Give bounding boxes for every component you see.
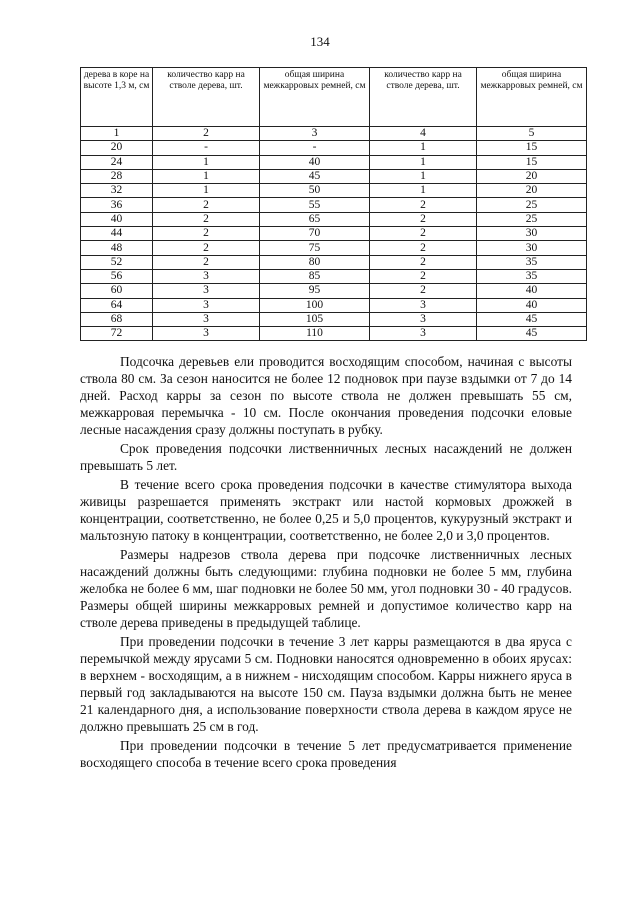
table-cell: 15	[477, 141, 587, 155]
table-row	[81, 312, 587, 326]
table-row	[81, 269, 587, 283]
table-header-row	[81, 68, 587, 127]
table-cell: 1	[370, 141, 477, 155]
paragraph: Срок проведения подсочки лиственничных лесных насаждений не должен превышать 5 лет.	[80, 441, 572, 473]
table-cell: 3	[153, 298, 260, 312]
table-cell: 15	[477, 155, 587, 169]
paragraph: В течение всего срока проведения подсочки в качестве стимулятора выхода живицы разрешается применять экстракт или настой кормовых дрожжей в концентрации, соответственно, не более 0,25 и 5,0 процентов, кукурузный экстракт и мальтозную патоку в концентрации, соответственно, не более 2,0 и 3,0 процентов.	[80, 477, 572, 543]
table-cell: 95	[260, 284, 370, 298]
table-cell: 2	[153, 227, 260, 241]
table-cell: 2	[370, 284, 477, 298]
table-cell: 45	[477, 327, 587, 341]
table-cell: 3	[153, 312, 260, 326]
table-cell: 52	[81, 255, 153, 269]
table-cell: 3	[370, 312, 477, 326]
table-cell: 2	[370, 227, 477, 241]
table-row	[81, 227, 587, 241]
table-cell: -	[260, 141, 370, 155]
table-cell: 25	[477, 198, 587, 212]
table-row	[81, 155, 587, 169]
table-cell: 32	[81, 184, 153, 198]
table-cell: 55	[260, 198, 370, 212]
table-cell: 2	[153, 127, 260, 141]
table-cell: 64	[81, 298, 153, 312]
table-row	[81, 298, 587, 312]
table-row	[81, 127, 587, 141]
table-cell: 50	[260, 184, 370, 198]
table-cell: 70	[260, 227, 370, 241]
table-cell: 40	[81, 212, 153, 226]
table-cell: 2	[153, 255, 260, 269]
table-cell: 40	[477, 298, 587, 312]
table-cell: 1	[370, 184, 477, 198]
table-cell: 1	[153, 155, 260, 169]
table-cell: 3	[153, 327, 260, 341]
table-cell: 1	[153, 169, 260, 183]
table-cell: 85	[260, 269, 370, 283]
table-row	[81, 284, 587, 298]
table-cell: 20	[477, 184, 587, 198]
table-cell: 4	[370, 127, 477, 141]
table	[80, 67, 587, 341]
paragraph: Размеры надрезов ствола дерева при подсочке лиственничных лесных насаждений должны быть следующими: глубина подновки не более 5 мм, глубина желобка не более 6 мм, шаг подновки не более 50 мм, угол подновки 30 - 40 градусов. Размеры общей ширины межкарровых ремней и допустимое количество карр на стволе дерева приведены в предыдущей таблице.	[80, 547, 572, 630]
table-row	[81, 241, 587, 255]
table-cell: 2	[370, 255, 477, 269]
table-cell: 30	[477, 241, 587, 255]
table-cell: 1	[370, 169, 477, 183]
table-cell: 3	[370, 327, 477, 341]
table-cell: 25	[477, 212, 587, 226]
table-cell: 1	[370, 155, 477, 169]
table-cell: 3	[370, 298, 477, 312]
table-cell: 2	[153, 198, 260, 212]
table-cell: 80	[260, 255, 370, 269]
table-cell: 60	[81, 284, 153, 298]
table-cell: 40	[260, 155, 370, 169]
table-row	[81, 184, 587, 198]
table-header-cell: общая ширина межкарровых ремней, см	[260, 68, 370, 127]
table-cell: 75	[260, 241, 370, 255]
table-cell: 1	[81, 127, 153, 141]
paragraph: Подсочка деревьев ели проводится восходящим способом, начиная с высоты ствола 80 см. За сезон наносится не более 12 подновок при паузе вздымки от 7 до 14 дней. Расход карры за сезон по высоте ствола не должен превышать 55 см, межкарровая перемычка - 10 см. После окончания проведения подсочки еловые лесные насаждения сразу должны поступать в рубку.	[80, 354, 572, 437]
table-cell: 40	[477, 284, 587, 298]
table-cell: 72	[81, 327, 153, 341]
table-header-cell: количество карр на стволе дерева, шт.	[370, 68, 477, 127]
table-cell: 1	[153, 184, 260, 198]
table-row	[81, 141, 587, 155]
table-cell: 30	[477, 227, 587, 241]
table-row	[81, 169, 587, 183]
table-cell: 36	[81, 198, 153, 212]
table-cell: 56	[81, 269, 153, 283]
table-header-cell: дерева в коре на высоте 1,3 м, см	[81, 68, 153, 127]
page-number: 134	[310, 34, 330, 49]
table-header-cell: общая ширина межкарровых ремней, см	[477, 68, 587, 127]
table-row	[81, 327, 587, 341]
table-body	[81, 127, 587, 341]
table-cell: 20	[81, 141, 153, 155]
table-cell: 44	[81, 227, 153, 241]
table-cell: 3	[153, 284, 260, 298]
table-cell: 45	[477, 312, 587, 326]
table-cell: 3	[153, 269, 260, 283]
table-cell: 24	[81, 155, 153, 169]
table-cell: -	[153, 141, 260, 155]
table-cell: 48	[81, 241, 153, 255]
table-cell: 35	[477, 255, 587, 269]
table-cell: 2	[153, 241, 260, 255]
table-cell: 2	[370, 212, 477, 226]
table-cell: 65	[260, 212, 370, 226]
table-row	[81, 198, 587, 212]
paragraph: При проведении подсочки в течение 3 лет карры размещаются в два яруса с перемычкой между ярусами 5 см. Подновки наносятся одновременно в обоих ярусах: в верхнем - восходящим, а в нижнем - нисходящим способом. Карры нижнего яруса в первый год закладываются на высоте 150 см. Пауза вздымки должна быть не менее 21 календарного дня, а использование поверхности ствола дерева в каждом ярусе не должно превышать 25 см в год.	[80, 634, 572, 734]
table-cell: 2	[153, 212, 260, 226]
table-cell: 28	[81, 169, 153, 183]
table-cell: 105	[260, 312, 370, 326]
table-cell: 2	[370, 198, 477, 212]
paragraph: При проведении подсочки в течение 5 лет предусматривается применение восходящего способа в течение всего срока проведения	[80, 738, 572, 770]
body-text	[80, 353, 572, 771]
table-cell: 2	[370, 241, 477, 255]
table-cell: 35	[477, 269, 587, 283]
table-cell: 110	[260, 327, 370, 341]
table-cell: 3	[260, 127, 370, 141]
table-cell: 5	[477, 127, 587, 141]
table-header-cell: количество карр на стволе дерева, шт.	[153, 68, 260, 127]
table-cell: 45	[260, 169, 370, 183]
table-row	[81, 212, 587, 226]
table-cell: 100	[260, 298, 370, 312]
table-cell: 20	[477, 169, 587, 183]
table-cell: 2	[370, 269, 477, 283]
table-cell: 68	[81, 312, 153, 326]
table-row	[81, 255, 587, 269]
